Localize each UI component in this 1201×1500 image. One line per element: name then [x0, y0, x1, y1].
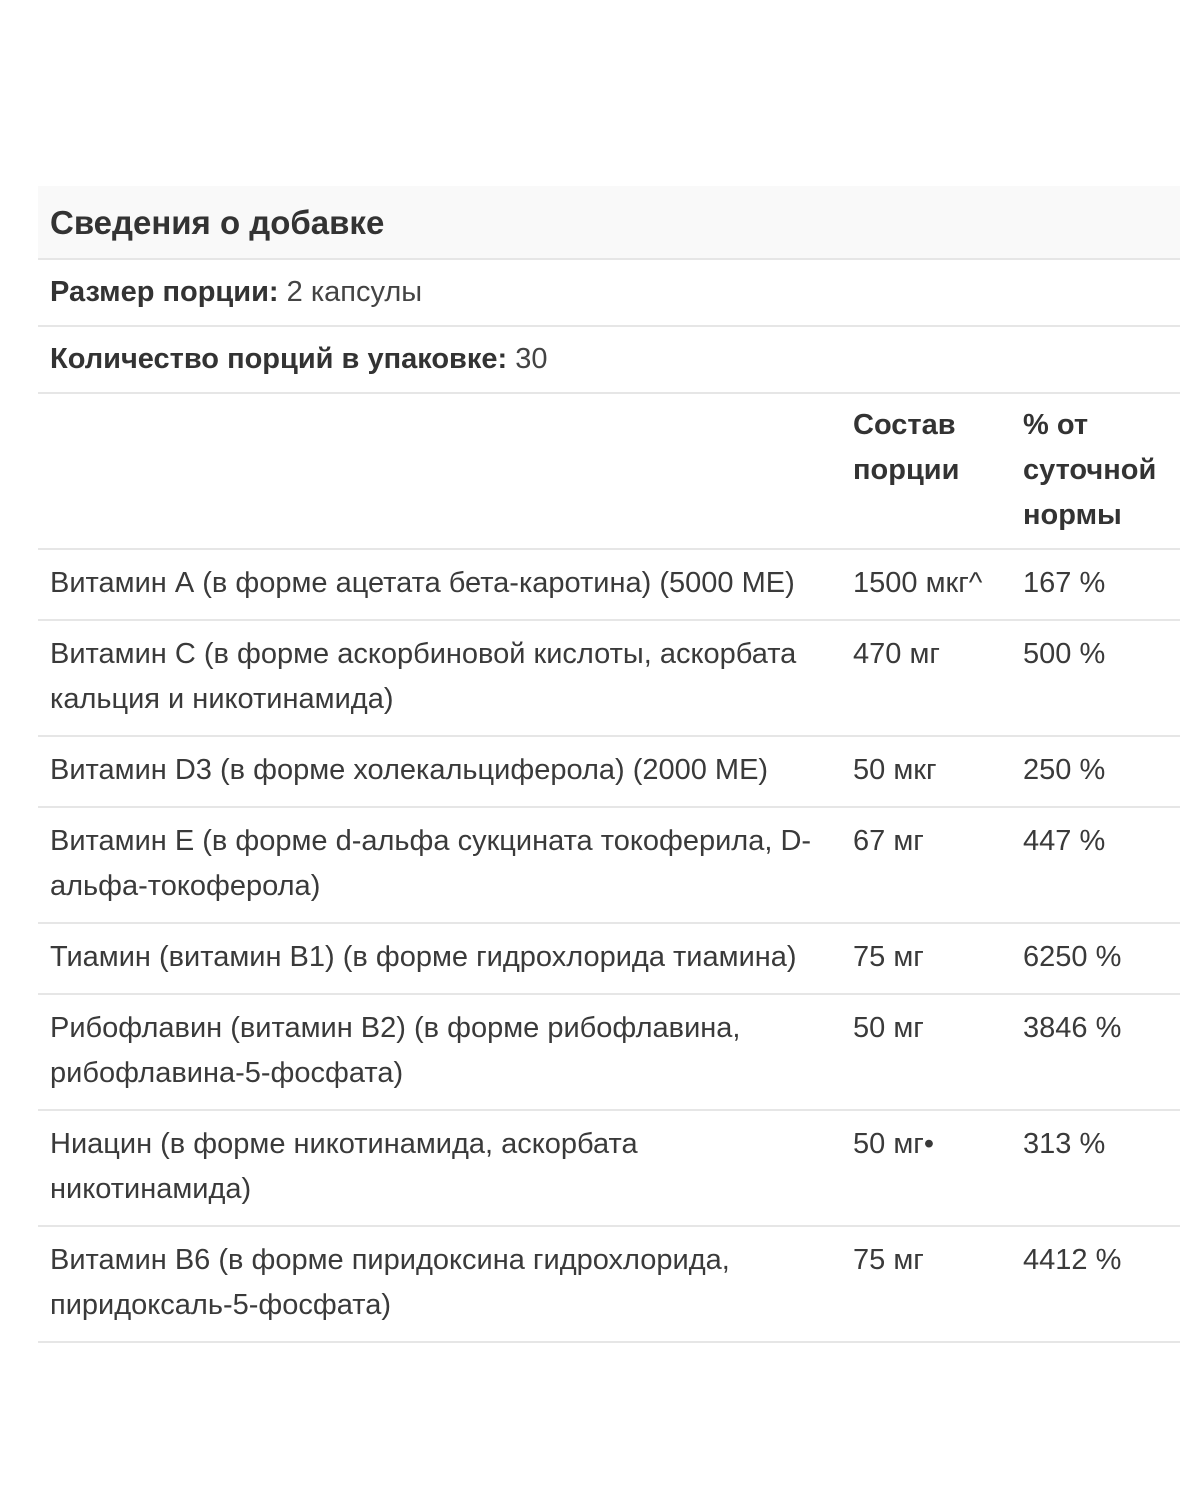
nutrient-daily-value: 4412 %	[1011, 1226, 1180, 1342]
serving-size-row	[38, 260, 1180, 327]
table-header-row	[38, 394, 1180, 549]
header-daily-value: % от суточной нормы	[1011, 394, 1180, 549]
nutrient-name: Ниацин (в форме никотинамида, аскорбата никотинамида)	[38, 1110, 841, 1226]
servings-per-container-label: Количество порций в упаковке:	[50, 343, 508, 375]
nutrient-amount: 75 мг	[841, 1226, 1011, 1342]
nutrient-daily-value: 313 %	[1011, 1110, 1180, 1226]
nutrient-name: Тиамин (витамин В1) (в форме гидрохлорида тиамина)	[38, 923, 841, 994]
table-row	[38, 994, 1180, 1110]
supplement-facts-title: Сведения о добавке	[38, 186, 1180, 260]
table-row	[38, 1226, 1180, 1342]
nutrient-amount: 1500 мкг^	[841, 549, 1011, 620]
nutrient-amount: 50 мкг	[841, 736, 1011, 807]
nutrient-name: Витамин С (в форме аскорбиновой кислоты, аскорбата кальция и никотинамида)	[38, 620, 841, 736]
header-amount-per-serving: Состав порции	[841, 394, 1011, 549]
nutrient-amount: 75 мг	[841, 923, 1011, 994]
nutrient-daily-value: 447 %	[1011, 807, 1180, 923]
serving-size-label: Размер порции:	[50, 276, 279, 308]
nutrient-amount: 50 мг	[841, 994, 1011, 1110]
nutrients-table	[38, 394, 1180, 1343]
nutrient-daily-value: 167 %	[1011, 549, 1180, 620]
servings-per-container-value: 30	[515, 343, 548, 375]
nutrient-name: Рибофлавин (витамин В2) (в форме рибофлавина, рибофлавина-5-фосфата)	[38, 994, 841, 1110]
table-row	[38, 620, 1180, 736]
table-row	[38, 549, 1180, 620]
nutrient-name: Витамин В6 (в форме пиридоксина гидрохлорида, пиридоксаль-5-фосфата)	[38, 1226, 841, 1342]
nutrient-name: Витамин А (в форме ацетата бета-каротина) (5000 МЕ)	[38, 549, 841, 620]
nutrient-daily-value: 3846 %	[1011, 994, 1180, 1110]
nutrient-amount: 50 мг•	[841, 1110, 1011, 1226]
serving-size-value: 2 капсулы	[286, 276, 423, 308]
table-row	[38, 807, 1180, 923]
nutrient-daily-value: 250 %	[1011, 736, 1180, 807]
nutrient-amount: 67 мг	[841, 807, 1011, 923]
nutrient-daily-value: 500 %	[1011, 620, 1180, 736]
table-row	[38, 923, 1180, 994]
header-nutrient-name	[38, 394, 841, 549]
nutrient-daily-value: 6250 %	[1011, 923, 1180, 994]
nutrient-amount: 470 мг	[841, 620, 1011, 736]
servings-per-container-row	[38, 327, 1180, 394]
supplement-facts-panel	[38, 186, 1180, 1343]
nutrient-name: Витамин D3 (в форме холекальциферола) (2000 МЕ)	[38, 736, 841, 807]
table-row	[38, 1110, 1180, 1226]
nutrient-name: Витамин Е (в форме d-альфа сукцината токоферила, D-альфа-токоферола)	[38, 807, 841, 923]
table-row	[38, 736, 1180, 807]
